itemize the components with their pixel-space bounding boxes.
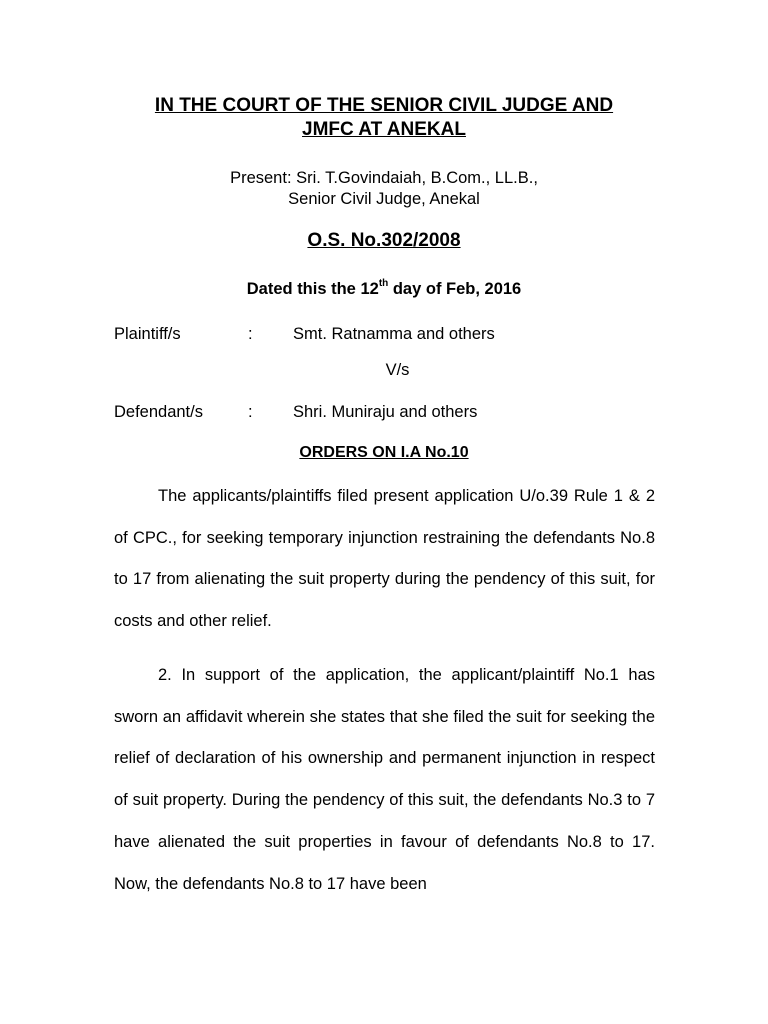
versus-label: V/s xyxy=(385,361,410,379)
court-title-line-2: JMFC AT ANEKAL xyxy=(302,119,466,140)
orders-heading-text: ORDERS ON I.A No.10 xyxy=(299,444,469,461)
defendant-name: Shri. Muniraju and others xyxy=(293,403,478,421)
defendant-colon: : xyxy=(248,403,253,421)
present-line-2: Senior Civil Judge, Anekal xyxy=(288,190,480,208)
present-line-1: Present: Sri. T.Govindaiah, B.Com., LL.B., xyxy=(230,169,538,187)
orders-heading xyxy=(0,444,768,462)
date-prefix: Dated this the 12 xyxy=(246,280,379,298)
court-title xyxy=(100,94,668,142)
plaintiff-name: Smt. Ratnamma and others xyxy=(293,325,495,343)
plaintiff-colon: : xyxy=(248,325,253,343)
case-number-text: O.S. No.302/2008 xyxy=(307,230,461,251)
defendant-label: Defendant/s xyxy=(114,403,203,421)
plaintiff-label: Plaintiff/s xyxy=(114,325,181,343)
case-number xyxy=(100,229,668,253)
order-date xyxy=(100,278,668,300)
date-ordinal-suffix: th xyxy=(378,277,389,289)
paragraph-2: 2. In support of the application, the applicant/plaintiff No.1 has sworn an affidavit wherein she states that she filed the suit for seeking the relief of declaration of his ownership and permanent injunction in respect of suit property. During the pendency of this suit, the defendants No.3 to 7 have alienated the suit properties in favour of defendants No.8 to 17. Now, the defendants No.8 to 17 have been xyxy=(114,666,655,893)
presiding-judge xyxy=(100,168,668,210)
date-suffix: day of Feb, 2016 xyxy=(388,280,522,298)
paragraph-1: The applicants/plaintiffs filed present application U/o.39 Rule 1 & 2 of CPC., for seeking temporary injunction restraining the defendants No.8 to 17 from alienating the suit property during the pendency of this suit, for costs and other relief. xyxy=(114,487,655,631)
court-title-line-1: IN THE COURT OF THE SENIOR CIVIL JUDGE AND xyxy=(154,95,614,116)
